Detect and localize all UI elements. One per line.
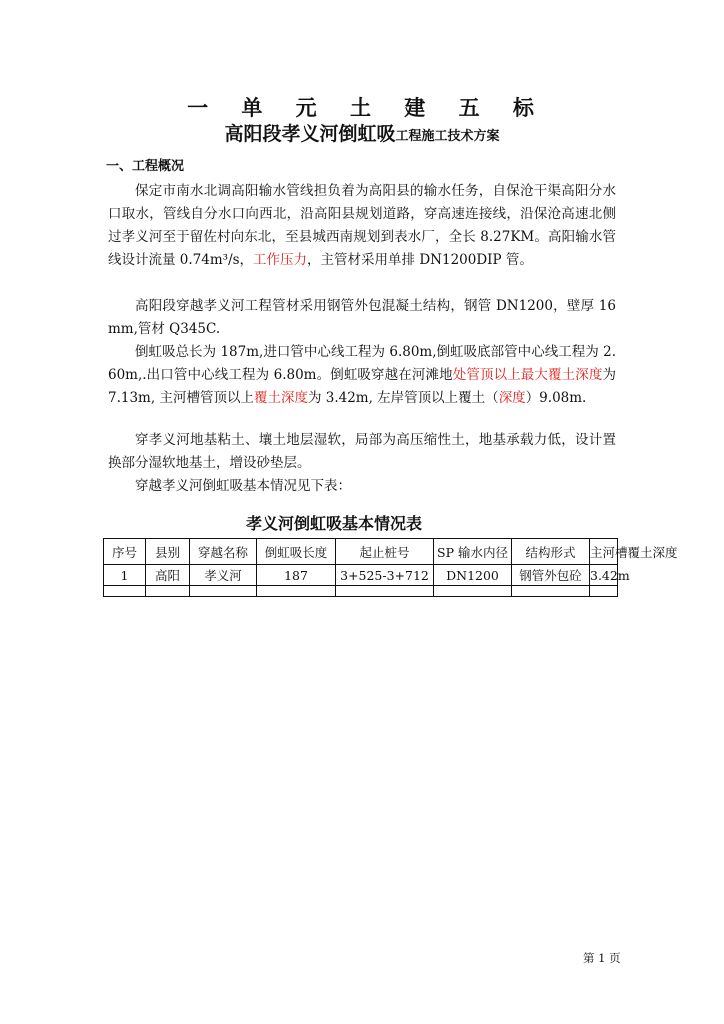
subtitle-suffix: 工程施工技术方案 xyxy=(395,129,500,144)
document-title: 一 单 元 土 建 五 标 xyxy=(187,96,547,120)
p3-red-1: 处管顶以上最大覆土深度 xyxy=(452,367,603,383)
paragraph-1 xyxy=(108,180,616,272)
table-row xyxy=(104,565,618,586)
p3-text-2: 为 7.13m, 主河槽管顶以上 xyxy=(108,367,616,406)
table-cell: 钢管外包砼 xyxy=(512,565,590,586)
table-cell xyxy=(512,586,590,597)
header-cell: 结构形式 xyxy=(512,539,590,565)
table-cell xyxy=(336,586,434,597)
p3-text-1: 倒虹吸总长为 187m,进口管中心线工程为 6.80m,倒虹吸底部管中心线工程为 2.60m,.出口管中心线工程为 6.80m。倒虹吸穿越在河滩地 xyxy=(108,344,616,383)
p1-text: 保定市南水北调高阳输水管线担负着为高阳县的输水任务，自保沧干渠高阳分水口取水，管线自分水口向西北，沿高阳县规划道路，穿高速连接线，沿保沧高速北侧过孝义河至于留佐村向东北，至县城西南规划到表水厂，全长 8.27KM。高阳输水管线设计流量 0.74m³/s， xyxy=(108,183,616,268)
subtitle-main: 高阳段孝义河倒虹吸 xyxy=(224,123,396,145)
table-cell: 3.42m xyxy=(590,565,618,586)
table-cell xyxy=(104,586,146,597)
p3-text-3: 为 3.42m, 左岸管顶以上覆土（ xyxy=(307,390,499,406)
table-cell xyxy=(257,586,336,597)
table-cell: 孝义河 xyxy=(190,565,257,586)
table-cell xyxy=(434,586,512,597)
table-cell xyxy=(146,586,190,597)
paragraph-4: 穿孝义河地基粘土、壤土地层湿软，局部为高压缩性土，地基承载力低，设计置换部分湿软地基土，增设砂垫层。 xyxy=(108,432,616,471)
table-title: 孝义河倒虹吸基本情况表 xyxy=(245,514,422,533)
table-cell: 高阳 xyxy=(146,565,190,586)
info-table xyxy=(103,538,678,597)
table-header-row xyxy=(104,539,618,565)
table-cell: 1 xyxy=(104,565,146,586)
p3-red-3: 深度 xyxy=(498,390,526,406)
p3-text-4: ）9.08m. xyxy=(525,390,587,406)
header-cell: 倒虹吸长度 xyxy=(257,539,336,565)
p3-red-2: 覆土深度 xyxy=(253,390,308,406)
paragraph-2: 高阳段穿越孝义河工程管材采用钢管外包混凝土结构，钢管 DN1200，壁厚 16mm,管材 Q345C. xyxy=(108,298,616,337)
table-empty-row xyxy=(104,586,618,597)
table-cell: 3+525-3+712 xyxy=(336,565,434,586)
header-cell: 主河槽覆土深度 xyxy=(590,539,618,565)
page-number: 第 1 页 xyxy=(583,951,621,965)
table-cell xyxy=(190,586,257,597)
header-cell: SP 输水内径 xyxy=(434,539,512,565)
paragraph-3 xyxy=(108,341,616,410)
p1-text-end: ，主管材采用单排 DN1200DIP 管。 xyxy=(307,252,533,268)
header-cell: 穿越名称 xyxy=(190,539,257,565)
header-cell: 县别 xyxy=(146,539,190,565)
table-cell: 187 xyxy=(257,565,336,586)
table-cell xyxy=(590,586,618,597)
p1-red-text: 工作压力 xyxy=(253,252,308,268)
document-subtitle xyxy=(0,119,724,146)
paragraph-5: 穿越孝义河倒虹吸基本情况见下表： xyxy=(135,478,351,494)
header-cell: 起止桩号 xyxy=(336,539,434,565)
section-heading: 一、工程概况 xyxy=(106,159,185,174)
table-cell: DN1200 xyxy=(434,565,512,586)
header-cell: 序号 xyxy=(104,539,146,565)
